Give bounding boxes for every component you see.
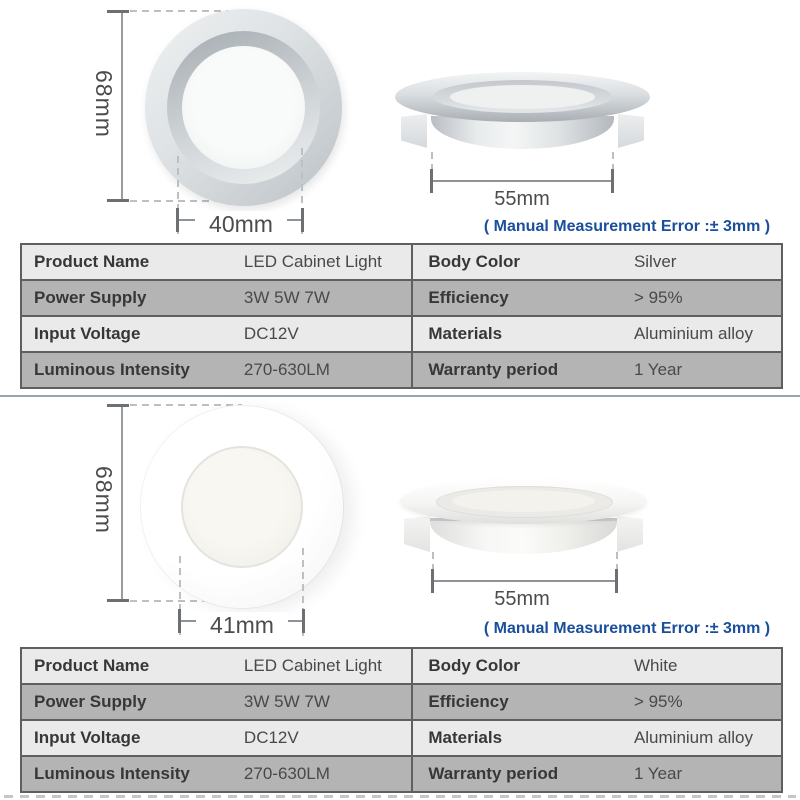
- spec-row: [413, 317, 781, 353]
- white-light-front-photo: [141, 406, 343, 608]
- spec-row: [22, 649, 411, 685]
- spec-value: DC12V: [243, 324, 299, 343]
- spec-label: Efficiency: [428, 692, 509, 711]
- spec-row: [413, 721, 781, 757]
- spec-value: Aluminium alloy: [633, 324, 753, 343]
- spec-value: LED Cabinet Light: [243, 252, 382, 271]
- spec-value: White: [633, 656, 678, 675]
- spec-label: Luminous Intensity: [34, 764, 190, 783]
- spec-value: 270-630LM: [243, 360, 330, 379]
- spec-value: LED Cabinet Light: [243, 656, 382, 675]
- spec-row: [22, 685, 411, 721]
- spec-label: Materials: [428, 728, 503, 747]
- dimension-tick: [615, 569, 618, 593]
- spring-clip: [404, 516, 430, 552]
- spec-table-white: [20, 647, 783, 793]
- spec-value: DC12V: [243, 728, 299, 747]
- dimension-tick: [176, 208, 179, 232]
- spec-value: 1 Year: [633, 360, 683, 379]
- diameter-dimension-label: 55mm: [494, 588, 550, 610]
- spec-label: Power Supply: [34, 692, 147, 711]
- spec-row: [413, 281, 781, 317]
- spec-row: [413, 685, 781, 721]
- spec-label: Input Voltage: [34, 324, 141, 343]
- width-dimension-label: 40mm: [195, 211, 287, 238]
- dimension-tick: [107, 199, 129, 202]
- dimension-tick: [107, 404, 129, 407]
- spec-label: Product Name: [34, 252, 150, 271]
- bottom-dashed-border: [4, 795, 796, 798]
- spec-row: [22, 281, 411, 317]
- dimension-tick: [107, 599, 129, 602]
- diameter-dimension-line: [431, 180, 614, 182]
- spec-value: 270-630LM: [243, 764, 330, 783]
- spec-table-right-half: [411, 245, 781, 387]
- spring-clip: [618, 114, 644, 148]
- spec-label: Body Color: [428, 656, 520, 675]
- led-lens: [452, 490, 595, 512]
- spec-value: 1 Year: [633, 764, 683, 783]
- dimension-tick: [611, 169, 614, 193]
- spec-table-left-half: [22, 649, 411, 791]
- width-dimension-label: 41mm: [196, 612, 288, 639]
- diameter-dimension-line: [432, 580, 618, 582]
- spec-value: 3W 5W 7W: [243, 692, 330, 711]
- silver-light-side-photo: [395, 72, 650, 157]
- height-dimension-line: [121, 406, 123, 602]
- height-dimension-line: [121, 12, 123, 202]
- height-dimension-label: 68mm: [91, 466, 117, 534]
- spec-row: [413, 245, 781, 281]
- dimension-tick: [302, 609, 305, 633]
- spec-row: [22, 757, 411, 791]
- spec-table-left-half: [22, 245, 411, 387]
- spring-clip: [401, 114, 427, 148]
- spec-row: [22, 721, 411, 757]
- spec-value: > 95%: [633, 692, 683, 711]
- dimension-tick: [431, 569, 434, 593]
- spec-label: Power Supply: [34, 288, 147, 307]
- measurement-note: ( Manual Measurement Error :± 3mm ): [483, 218, 771, 235]
- spec-row: [413, 353, 781, 387]
- diameter-dimension-label: 55mm: [494, 188, 550, 210]
- measurement-note: ( Manual Measurement Error :± 3mm ): [483, 620, 771, 637]
- dimension-tick: [107, 10, 129, 13]
- spec-label: Warranty period: [428, 764, 559, 783]
- spec-value: Aluminium alloy: [633, 728, 753, 747]
- silver-light-front-photo: [145, 9, 342, 206]
- height-dimension-label: 68mm: [91, 70, 117, 138]
- led-lens: [182, 46, 305, 169]
- spec-label: Product Name: [34, 656, 150, 675]
- spec-table-right-half: [411, 649, 781, 791]
- extension-dashed-line: [130, 404, 242, 406]
- led-lens: [450, 85, 595, 109]
- led-lens: [181, 446, 303, 568]
- spec-row: [413, 757, 781, 791]
- spec-label: Body Color: [428, 252, 520, 271]
- spec-value: 3W 5W 7W: [243, 288, 330, 307]
- dimension-tick: [430, 169, 433, 193]
- spec-value: > 95%: [633, 288, 683, 307]
- spec-label: Efficiency: [428, 288, 509, 307]
- spec-row: [413, 649, 781, 685]
- spec-label: Input Voltage: [34, 728, 141, 747]
- spec-label: Luminous Intensity: [34, 360, 190, 379]
- spec-row: [22, 245, 411, 281]
- white-light-side-photo: [400, 478, 647, 562]
- spring-clip: [617, 516, 643, 552]
- spec-row: [22, 353, 411, 387]
- spec-row: [22, 317, 411, 353]
- section-divider: [0, 395, 800, 397]
- spec-label: Materials: [428, 324, 503, 343]
- dimension-tick: [178, 609, 181, 633]
- spec-table-silver: [20, 243, 783, 389]
- spec-value: Silver: [633, 252, 677, 271]
- spec-label: Warranty period: [428, 360, 559, 379]
- dimension-tick: [301, 208, 304, 232]
